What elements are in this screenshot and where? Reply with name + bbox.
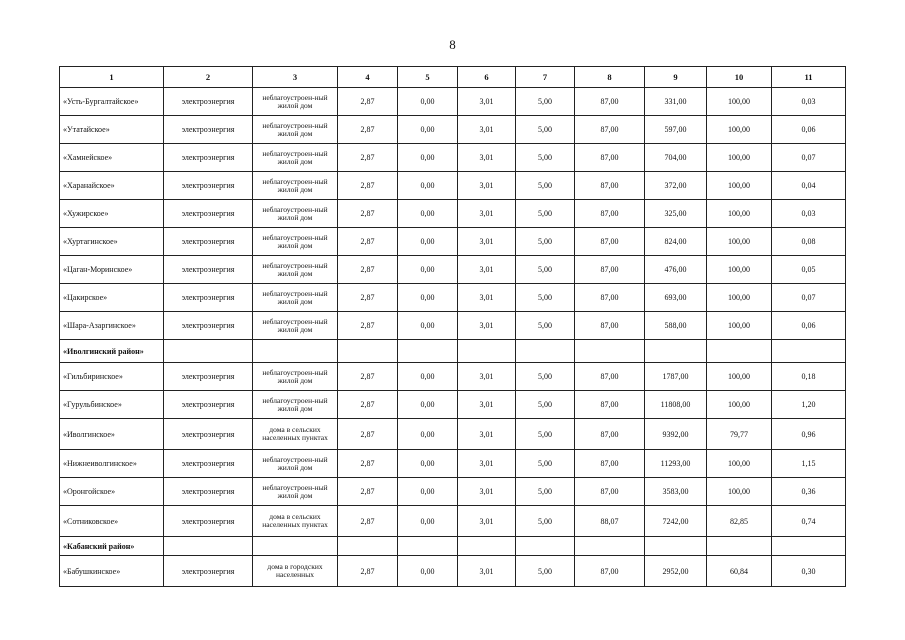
housing-category: неблагоустроен-ный жилой дом [253,228,338,256]
value-col-8: 87,00 [575,391,645,419]
resource-type: электроэнергия [164,116,253,144]
value-col-11: 0,04 [772,172,846,200]
value-col-10: 100,00 [707,200,772,228]
table-row [60,556,846,587]
value-col-4: 2,87 [338,363,398,391]
housing-category: неблагоустроен-ный жилой дом [253,256,338,284]
value-col-8: 87,00 [575,284,645,312]
value-col-4: 2,87 [338,116,398,144]
value-col-5: 0,00 [398,116,458,144]
column-header: 2 [164,67,253,88]
value-col-4: 2,87 [338,88,398,116]
value-col-7: 5,00 [516,88,575,116]
column-header: 10 [707,67,772,88]
value-col-4: 2,87 [338,228,398,256]
resource-type: электроэнергия [164,391,253,419]
value-col-10: 100,00 [707,88,772,116]
settlement-name: «Гильбиринское» [60,363,164,391]
value-col-7: 5,00 [516,172,575,200]
value-col-5: 0,00 [398,506,458,537]
value-col-7: 5,00 [516,116,575,144]
empty-cell [398,340,458,363]
table-row [60,312,846,340]
empty-cell [458,340,516,363]
value-col-5: 0,00 [398,391,458,419]
value-col-6: 3,01 [458,256,516,284]
resource-type: электроэнергия [164,506,253,537]
value-col-10: 100,00 [707,391,772,419]
table-row [60,419,846,450]
housing-category: неблагоустроен-ный жилой дом [253,312,338,340]
empty-cell [516,537,575,556]
value-col-7: 5,00 [516,391,575,419]
empty-cell [707,537,772,556]
value-col-7: 5,00 [516,312,575,340]
value-col-5: 0,00 [398,172,458,200]
district-row [60,537,846,556]
value-col-10: 100,00 [707,116,772,144]
resource-type: электроэнергия [164,556,253,587]
value-col-9: 588,00 [645,312,707,340]
table-row [60,284,846,312]
value-col-10: 79,77 [707,419,772,450]
resource-type: электроэнергия [164,419,253,450]
settlement-name: «Хамнейское» [60,144,164,172]
value-col-8: 87,00 [575,256,645,284]
settlement-name: «Бабушкинское» [60,556,164,587]
empty-cell [575,537,645,556]
value-col-4: 2,87 [338,256,398,284]
resource-type: электроэнергия [164,256,253,284]
value-col-8: 87,00 [575,88,645,116]
settlement-name: «Шара-Азаргинское» [60,312,164,340]
settlement-name: «Хуртагинское» [60,228,164,256]
column-header: 3 [253,67,338,88]
value-col-7: 5,00 [516,506,575,537]
value-col-9: 325,00 [645,200,707,228]
housing-category: неблагоустроен-ный жилой дом [253,391,338,419]
value-col-4: 2,87 [338,478,398,506]
value-col-6: 3,01 [458,284,516,312]
resource-type: электроэнергия [164,363,253,391]
value-col-11: 1,15 [772,450,846,478]
value-col-11: 0,06 [772,116,846,144]
value-col-4: 2,87 [338,172,398,200]
value-col-5: 0,00 [398,200,458,228]
value-col-9: 704,00 [645,144,707,172]
value-col-10: 100,00 [707,363,772,391]
value-col-9: 824,00 [645,228,707,256]
table-row [60,256,846,284]
value-col-6: 3,01 [458,450,516,478]
value-col-11: 0,08 [772,228,846,256]
value-col-5: 0,00 [398,419,458,450]
value-col-7: 5,00 [516,144,575,172]
value-col-9: 11293,00 [645,450,707,478]
empty-cell [458,537,516,556]
table-row [60,88,846,116]
tariff-table [59,66,846,587]
value-col-8: 87,00 [575,144,645,172]
table-body [60,88,846,587]
value-col-10: 82,85 [707,506,772,537]
value-col-6: 3,01 [458,172,516,200]
value-col-10: 100,00 [707,256,772,284]
value-col-8: 87,00 [575,556,645,587]
value-col-7: 5,00 [516,450,575,478]
value-col-5: 0,00 [398,556,458,587]
housing-category: неблагоустроен-ный жилой дом [253,450,338,478]
value-col-9: 1787,00 [645,363,707,391]
value-col-7: 5,00 [516,556,575,587]
table-row [60,506,846,537]
empty-cell [253,340,338,363]
settlement-name: «Гурульбинское» [60,391,164,419]
value-col-4: 2,87 [338,419,398,450]
table-row [60,450,846,478]
value-col-11: 1,20 [772,391,846,419]
value-col-9: 9392,00 [645,419,707,450]
value-col-9: 331,00 [645,88,707,116]
resource-type: электроэнергия [164,88,253,116]
column-header: 11 [772,67,846,88]
value-col-6: 3,01 [458,478,516,506]
value-col-11: 0,03 [772,200,846,228]
value-col-10: 100,00 [707,450,772,478]
value-col-8: 87,00 [575,172,645,200]
empty-cell [707,340,772,363]
resource-type: электроэнергия [164,200,253,228]
value-col-9: 7242,00 [645,506,707,537]
empty-cell [772,340,846,363]
page-number: 8 [449,37,456,52]
table-row [60,391,846,419]
value-col-6: 3,01 [458,88,516,116]
table-row [60,228,846,256]
column-header: 7 [516,67,575,88]
resource-type: электроэнергия [164,450,253,478]
empty-cell [575,340,645,363]
housing-category: неблагоустроен-ный жилой дом [253,200,338,228]
value-col-5: 0,00 [398,312,458,340]
value-col-6: 3,01 [458,506,516,537]
value-col-5: 0,00 [398,478,458,506]
district-row [60,340,846,363]
resource-type: электроэнергия [164,228,253,256]
table-row [60,116,846,144]
column-header: 8 [575,67,645,88]
empty-cell [164,340,253,363]
resource-type: электроэнергия [164,144,253,172]
value-col-4: 2,87 [338,312,398,340]
settlement-name: «Харанайское» [60,172,164,200]
value-col-8: 87,00 [575,419,645,450]
value-col-8: 87,00 [575,450,645,478]
resource-type: электроэнергия [164,172,253,200]
value-col-7: 5,00 [516,363,575,391]
housing-category: неблагоустроен-ный жилой дом [253,172,338,200]
empty-cell [516,340,575,363]
empty-cell [645,340,707,363]
value-col-9: 476,00 [645,256,707,284]
value-col-8: 87,00 [575,312,645,340]
settlement-name: «Утатайское» [60,116,164,144]
value-col-5: 0,00 [398,363,458,391]
table-row [60,363,846,391]
empty-cell [772,537,846,556]
value-col-11: 0,06 [772,312,846,340]
empty-cell [164,537,253,556]
value-col-8: 87,00 [575,116,645,144]
housing-category: неблагоустроен-ный жилой дом [253,116,338,144]
housing-category: неблагоустроен-ный жилой дом [253,284,338,312]
value-col-6: 3,01 [458,363,516,391]
settlement-name: «Иволгинское» [60,419,164,450]
value-col-11: 0,30 [772,556,846,587]
housing-category: дома в сельских населенных пунктах [253,506,338,537]
value-col-11: 0,74 [772,506,846,537]
settlement-name: «Сотниковское» [60,506,164,537]
value-col-7: 5,00 [516,256,575,284]
value-col-4: 2,87 [338,450,398,478]
column-header: 6 [458,67,516,88]
value-col-5: 0,00 [398,144,458,172]
value-col-6: 3,01 [458,391,516,419]
empty-cell [338,537,398,556]
settlement-name: «Оронгойское» [60,478,164,506]
housing-category: неблагоустроен-ный жилой дом [253,144,338,172]
value-col-6: 3,01 [458,116,516,144]
value-col-7: 5,00 [516,478,575,506]
column-header: 5 [398,67,458,88]
value-col-4: 2,87 [338,144,398,172]
settlement-name: «Хужирское» [60,200,164,228]
settlement-name: «Нижнеиволгинское» [60,450,164,478]
settlement-name: «Цаган-Моринское» [60,256,164,284]
district-name: «Кабанский район» [60,537,164,556]
value-col-11: 0,36 [772,478,846,506]
value-col-5: 0,00 [398,256,458,284]
district-name: «Иволгинский район» [60,340,164,363]
empty-cell [645,537,707,556]
value-col-10: 100,00 [707,312,772,340]
value-col-9: 693,00 [645,284,707,312]
value-col-10: 60,84 [707,556,772,587]
value-col-11: 0,18 [772,363,846,391]
settlement-name: «Цакирское» [60,284,164,312]
housing-category: неблагоустроен-ный жилой дом [253,478,338,506]
value-col-9: 2952,00 [645,556,707,587]
value-col-11: 0,05 [772,256,846,284]
value-col-9: 3583,00 [645,478,707,506]
value-col-11: 0,96 [772,419,846,450]
value-col-11: 0,07 [772,284,846,312]
value-col-7: 5,00 [516,228,575,256]
housing-category: неблагоустроен-ный жилой дом [253,88,338,116]
column-header: 4 [338,67,398,88]
value-col-9: 11808,00 [645,391,707,419]
value-col-5: 0,00 [398,450,458,478]
value-col-8: 87,00 [575,478,645,506]
value-col-6: 3,01 [458,228,516,256]
column-header: 9 [645,67,707,88]
value-col-4: 2,87 [338,391,398,419]
empty-cell [253,537,338,556]
value-col-10: 100,00 [707,228,772,256]
value-col-6: 3,01 [458,144,516,172]
housing-category: дома в городских населенных [253,556,338,587]
settlement-name: «Усть-Бургалтайское» [60,88,164,116]
value-col-4: 2,87 [338,506,398,537]
value-col-5: 0,00 [398,284,458,312]
value-col-5: 0,00 [398,228,458,256]
value-col-10: 100,00 [707,172,772,200]
value-col-6: 3,01 [458,419,516,450]
header-row [60,67,846,88]
value-col-8: 88,07 [575,506,645,537]
column-header: 1 [60,67,164,88]
value-col-11: 0,03 [772,88,846,116]
resource-type: электроэнергия [164,312,253,340]
value-col-11: 0,07 [772,144,846,172]
value-col-7: 5,00 [516,284,575,312]
table-row [60,172,846,200]
empty-cell [338,340,398,363]
value-col-6: 3,01 [458,200,516,228]
empty-cell [398,537,458,556]
value-col-7: 5,00 [516,419,575,450]
table-row [60,200,846,228]
value-col-4: 2,87 [338,200,398,228]
value-col-9: 597,00 [645,116,707,144]
value-col-4: 2,87 [338,556,398,587]
value-col-8: 87,00 [575,363,645,391]
value-col-8: 87,00 [575,200,645,228]
value-col-5: 0,00 [398,88,458,116]
value-col-9: 372,00 [645,172,707,200]
value-col-6: 3,01 [458,312,516,340]
value-col-10: 100,00 [707,284,772,312]
housing-category: неблагоустроен-ный жилой дом [253,363,338,391]
value-col-10: 100,00 [707,478,772,506]
table-row [60,144,846,172]
value-col-4: 2,87 [338,284,398,312]
resource-type: электроэнергия [164,284,253,312]
housing-category: дома в сельских населенных пунктах [253,419,338,450]
resource-type: электроэнергия [164,478,253,506]
value-col-7: 5,00 [516,200,575,228]
value-col-8: 87,00 [575,228,645,256]
value-col-10: 100,00 [707,144,772,172]
value-col-6: 3,01 [458,556,516,587]
table-row [60,478,846,506]
